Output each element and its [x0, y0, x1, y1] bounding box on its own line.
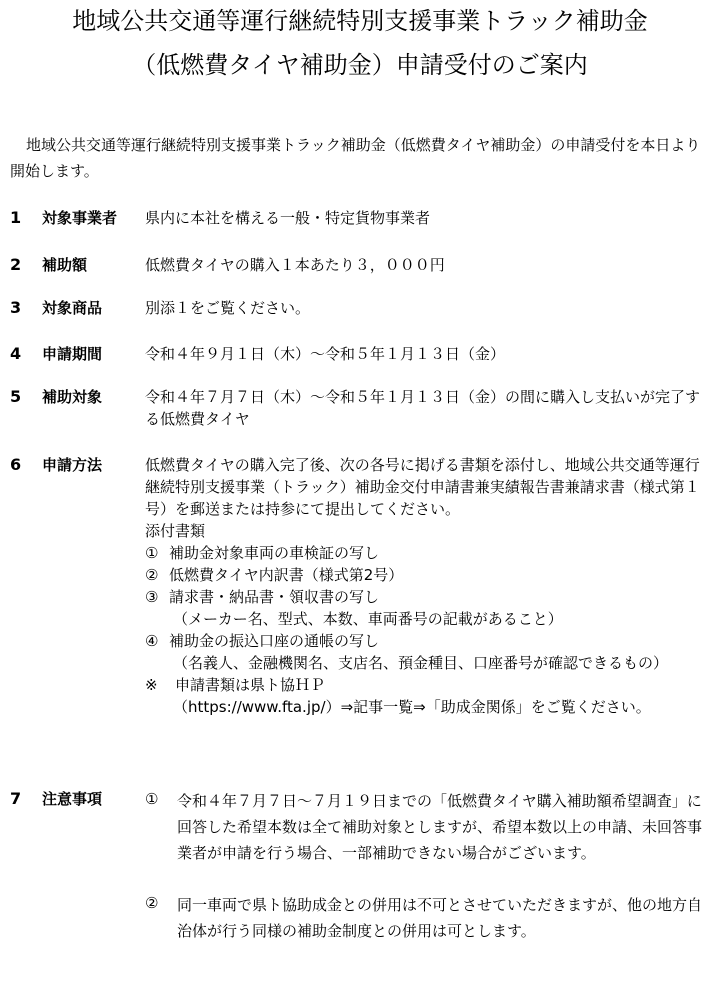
section-subsidy-target — [10, 386, 715, 430]
section-number: 5 — [10, 387, 22, 406]
intro-paragraph: 地域公共交通等運行継続特別支援事業トラック補助金（低燃費タイヤ補助金）の申請受付を本日より開始します。 — [10, 136, 701, 180]
attachment-item — [145, 564, 713, 586]
section-label: 申請方法 — [42, 456, 103, 474]
section-number: 1 — [10, 208, 22, 227]
section-label: 対象事業者 — [42, 209, 118, 227]
attachment-item — [145, 542, 713, 564]
section-number: 3 — [10, 298, 22, 317]
section-text: 県内に本社を構える一般・特定貨物事業者 — [145, 209, 431, 227]
attachment-note — [145, 674, 713, 696]
attachment-mark: ① — [145, 544, 159, 562]
caution-item — [145, 788, 713, 866]
section-number: 4 — [10, 344, 22, 363]
section-notes — [10, 788, 715, 944]
section-label: 補助対象 — [42, 388, 103, 406]
section-text: 令和４年９月１日（木）～令和５年１月１３日（金） — [145, 345, 506, 363]
attachments-title: 添付書類 — [145, 522, 206, 540]
section-number: 7 — [10, 789, 22, 808]
section-application-period — [10, 343, 715, 365]
section-label: 対象商品 — [42, 299, 103, 317]
page-subtitle: （低燃費タイヤ補助金）申請受付のご案内 — [132, 51, 588, 79]
section-text: 別添１をご覧ください。 — [145, 299, 311, 317]
section-subsidy-amount — [10, 254, 715, 276]
section-target-businesses — [10, 207, 715, 229]
section-target-products — [10, 297, 715, 319]
attachment-item — [145, 586, 713, 608]
section-number: 2 — [10, 255, 22, 274]
attachment-mark: ② — [145, 566, 159, 584]
attachment-subtext: （名義人、金融機関名、支店名、預金種目、口座番号が確認できるもの） — [173, 654, 669, 672]
caution-mark: ② — [145, 894, 159, 912]
section-text: 低燃費タイヤの購入完了後、次の各号に掲げる書類を添付し、地域公共交通等運行継続特別支援事業（トラック）補助金交付申請書兼実績報告書兼請求書（様式第１号）を郵送または持参にて提出してください。 — [145, 456, 700, 518]
section-label: 注意事項 — [42, 790, 103, 808]
attachment-mark: ④ — [145, 632, 159, 650]
section-text: 低燃費タイヤの購入１本あたり３，０００円 — [145, 256, 445, 274]
note-link-text: （https://www.fta.jp/）⇒記事一覧⇒「助成金関係」をご覧ください。 — [173, 698, 651, 716]
attachment-subtext: （メーカー名、型式、本数、車両番号の記載があること） — [173, 610, 563, 628]
attachment-text: 請求書・納品書・領収書の写し — [169, 588, 380, 606]
section-label: 申請期間 — [42, 345, 103, 363]
attachment-item — [145, 630, 713, 652]
section-application-method — [10, 454, 715, 718]
attachment-text: 低燃費タイヤ内訳書（様式第2号） — [169, 566, 404, 584]
caution-item — [145, 892, 713, 944]
caution-text: 令和４年７月７日～７月１９日までの「低燃費タイヤ購入補助額希望調査」に回答した希望本数は全て補助対象としますが、希望本数以上の申請、未回答事業者が申請を行う場合、一部補助できない場合がございます。 — [177, 792, 703, 862]
attachment-text: 補助金の振込口座の通帳の写し — [169, 632, 380, 650]
page-title: 地域公共交通等運行継続特別支援事業トラック補助金 — [72, 7, 648, 35]
section-text: 令和４年７月７日（木）～令和５年１月１３日（金）の間に購入し支払いが完了する低燃費タイヤ — [145, 388, 701, 428]
section-label: 補助額 — [42, 256, 88, 274]
caution-mark: ① — [145, 790, 159, 808]
section-number: 6 — [10, 455, 22, 474]
caution-text: 同一車両で県ト協助成金との併用は不可とさせていただきますが、他の地方自治体が行う同様の補助金制度との併用は可とします。 — [177, 896, 703, 940]
attachment-mark: ③ — [145, 588, 159, 606]
attachment-text: 補助金対象車両の車検証の写し — [169, 544, 380, 562]
note-text: 申請書類は県ト協ＨＰ — [175, 676, 326, 694]
note-mark: ※ — [145, 676, 158, 694]
